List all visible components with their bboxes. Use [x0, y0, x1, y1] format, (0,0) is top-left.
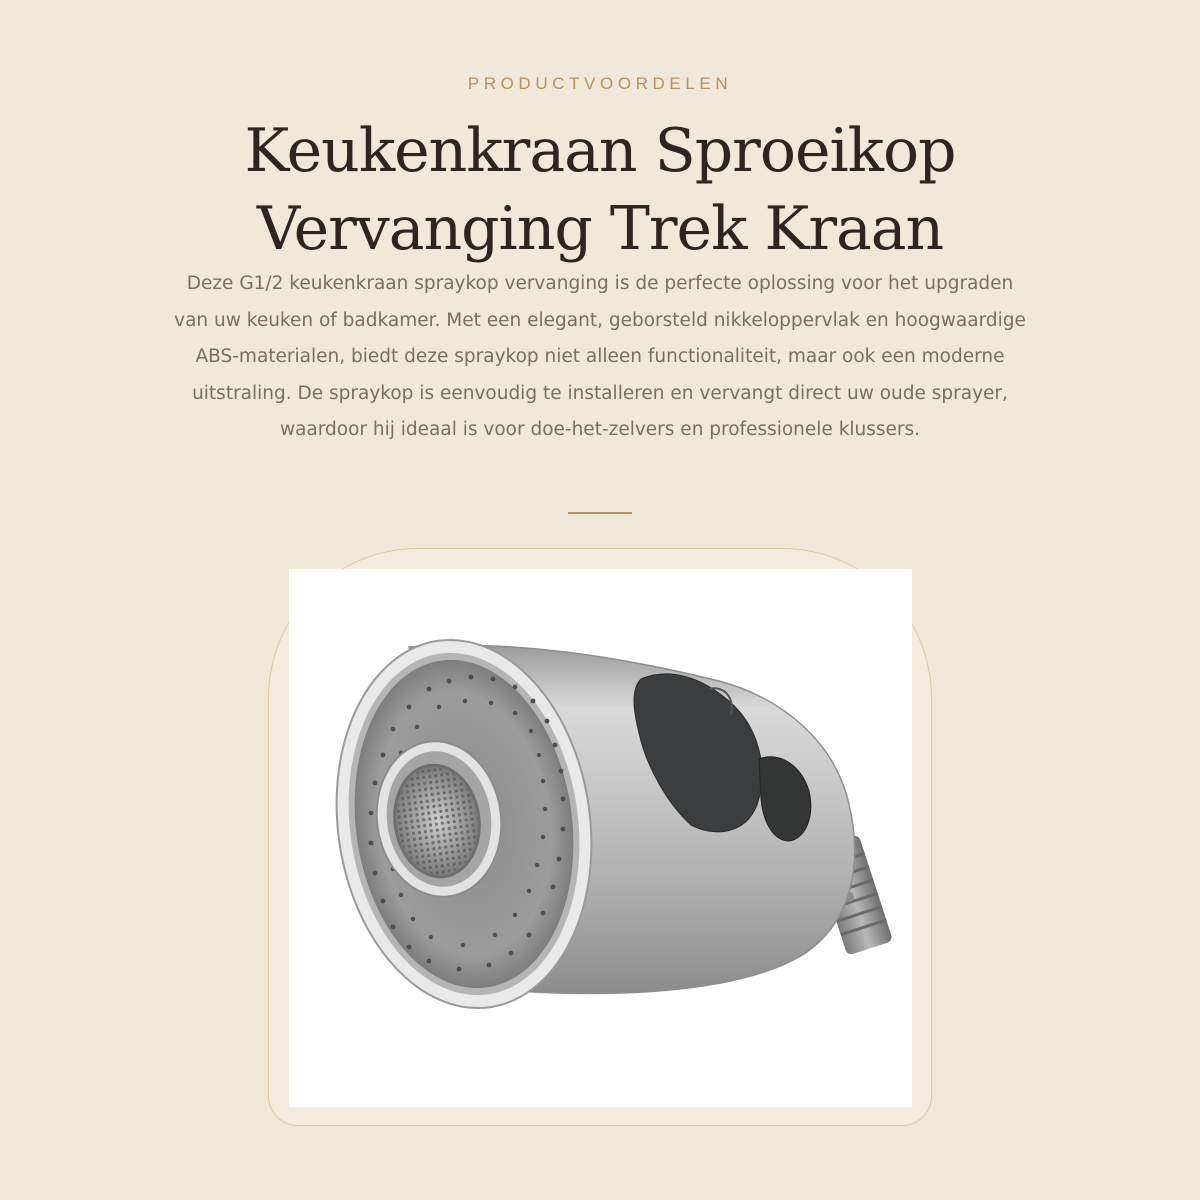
- divider: [568, 512, 632, 514]
- section-title: Keukenkraan Sproeikop Vervanging Trek Kraan: [244, 116, 956, 264]
- product-image: [289, 569, 912, 1107]
- spray-head-icon: [289, 569, 912, 1107]
- section-description: Deze G1/2 keukenkraan spraykop vervanging is de perfecte oplossing voor het upgraden van uw keuken of badkamer. Met een elegant, geborsteld nikkeloppervlak en hoogwaardige ABS-materialen, biedt deze spraykop niet alleen functionaliteit, maar ook een moderne uitstraling. De spraykop is eenvoudig te installeren en vervangt direct uw oude sprayer, waardoor hij ideaal is voor doe-het-zelvers en professionele klussers.: [174, 273, 1026, 441]
- section-eyebrow: PRODUCTVOORDELEN: [467, 74, 733, 93]
